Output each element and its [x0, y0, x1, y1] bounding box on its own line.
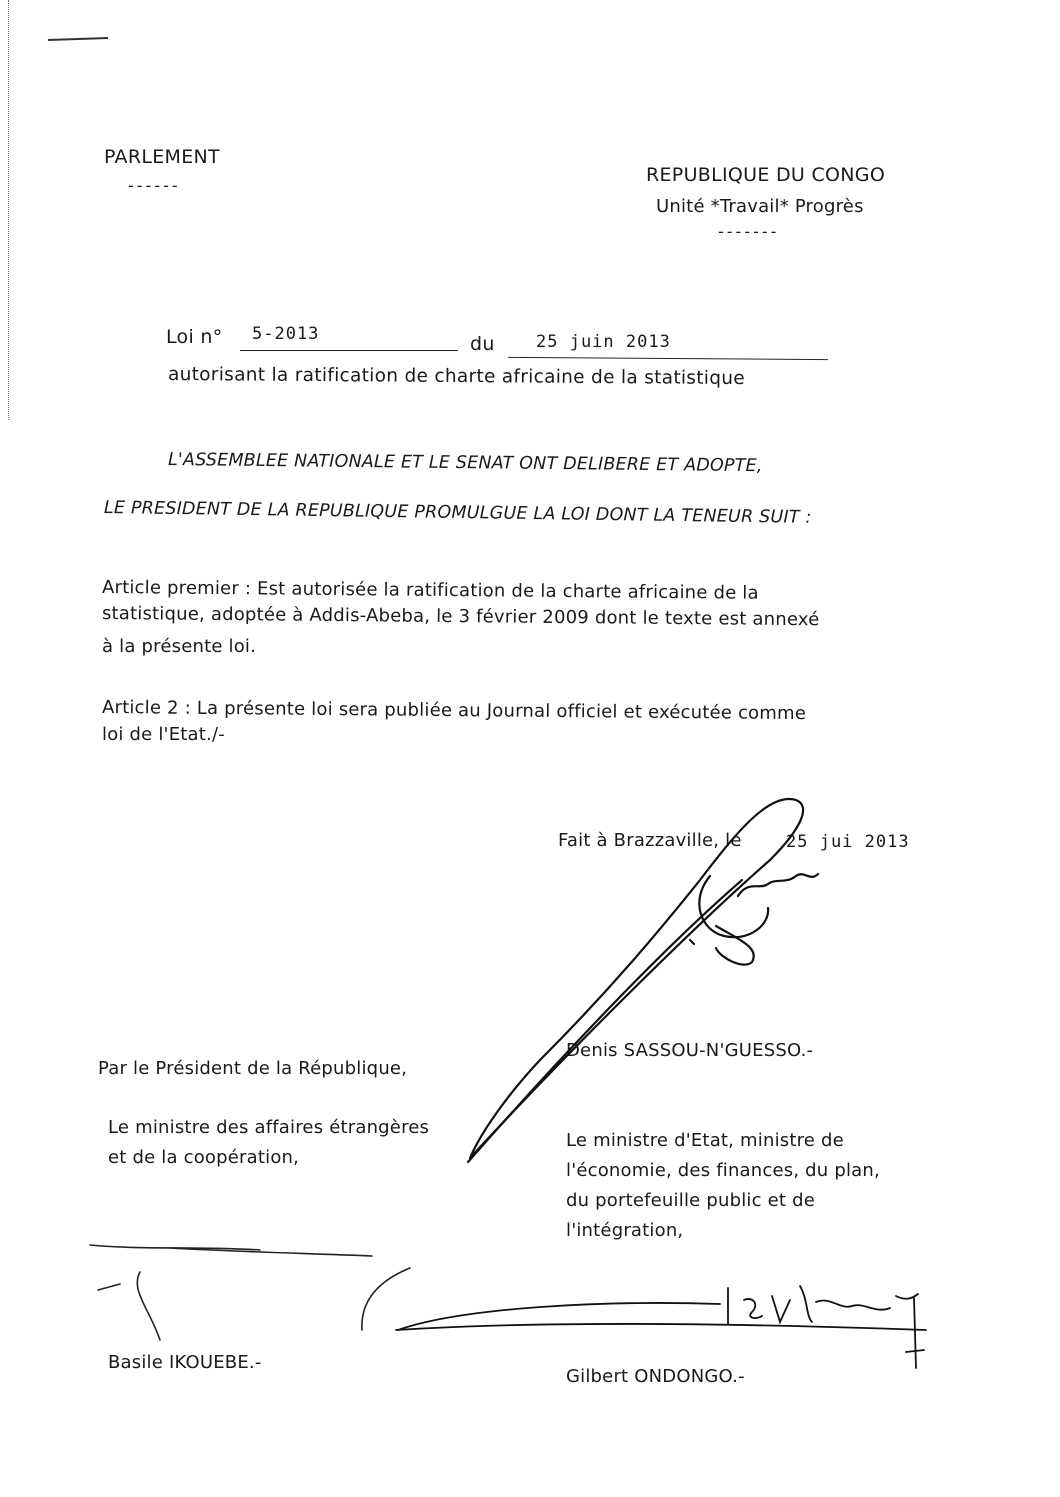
minister-right-line-1: Le ministre d'Etat, ministre de — [566, 1130, 844, 1151]
scan-mark — [48, 38, 108, 40]
parlement-title: PARLEMENT — [104, 146, 220, 168]
minister-right-name: Gilbert ONDONGO.- — [566, 1366, 745, 1387]
article-2-line-2: loi de l'Etat./- — [102, 724, 225, 745]
law-subtitle: autorisant la ratification de charte africaine de la statistique — [167, 364, 746, 390]
place-label: Fait à Brazzaville, le — [558, 830, 742, 851]
article-1-line-2: statistique, adoptée à Addis-Abeba, le 3 février 2009 dont le texte est annexé — [101, 603, 820, 631]
president-name: Denis SASSOU-N'GUESSO.- — [566, 1040, 814, 1061]
minister-right-line-4: l'intégration, — [566, 1220, 684, 1241]
law-date-value: 25 juin 2013 — [536, 332, 671, 352]
preamble-line-1: L'ASSEMBLEE NATIONALE ET LE SENAT ONT DELIBERE ET ADOPTE, — [167, 450, 763, 477]
closing-date: 25 jui 2013 — [786, 832, 910, 852]
minister-right-line-2: l'économie, des finances, du plan, — [566, 1160, 880, 1181]
minister-left-name: Basile IKOUEBE.- — [108, 1352, 262, 1373]
president-signature — [468, 799, 818, 1162]
by-president-label: Par le Président de la République, — [98, 1058, 408, 1079]
law-number-label: Loi n° — [166, 326, 223, 348]
article-1-line-1: Article premier : Est autorisée la ratification de la charte africaine de la — [101, 577, 759, 604]
republic-title: REPUBLIQUE DU CONGO — [646, 164, 886, 186]
minister-right-signature — [396, 1286, 926, 1368]
minister-left-line-2: et de la coopération, — [108, 1147, 300, 1168]
law-date-label: du — [470, 333, 495, 355]
article-1-line-3: à la présente loi. — [102, 636, 257, 657]
minister-right-line-3: du portefeuille public et de — [566, 1190, 815, 1211]
preamble-line-2: LE PRESIDENT DE LA REPUBLIQUE PROMULGUE LA LOI DONT LA TENEUR SUIT : — [103, 498, 812, 528]
law-number-value: 5-2013 — [252, 324, 320, 344]
parlement-separator: ------ — [128, 176, 181, 195]
republic-motto: Unité *Travail* Progrès — [656, 196, 864, 217]
minister-left-line-1: Le ministre des affaires étrangères — [108, 1117, 430, 1138]
minister-left-signature — [90, 1245, 410, 1340]
article-2-line-1: Article 2 : La présente loi sera publiée au Journal officiel et exécutée comme — [101, 697, 807, 725]
republic-separator: ------- — [718, 222, 780, 241]
